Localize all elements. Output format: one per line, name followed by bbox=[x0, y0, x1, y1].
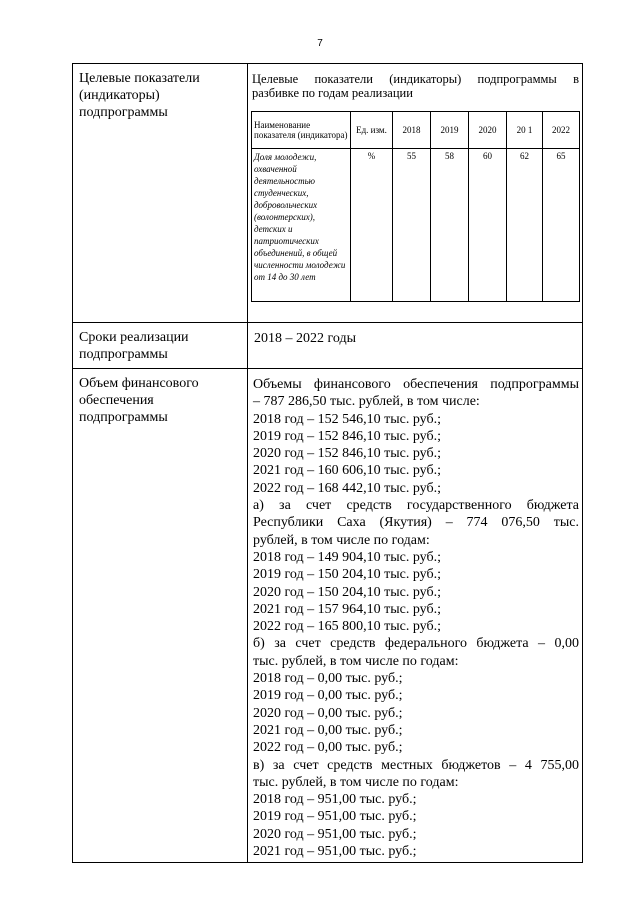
funding-line: Объемы финансового обеспечения подпрограммы bbox=[253, 377, 579, 392]
period-label: Сроки реализации подпрограммы bbox=[73, 323, 248, 369]
indicator-unit-cell: % bbox=[351, 149, 393, 302]
funding-line: – 787 286,50 тыс. рублей, в том числе: bbox=[253, 394, 480, 410]
indicator-value-2022: 65 bbox=[543, 149, 580, 302]
indicators-heading-line-2: разбивке по годам реализации bbox=[252, 86, 413, 100]
period-row bbox=[73, 323, 583, 369]
header-cell-name: Наименование показателя (индикатора) bbox=[252, 112, 351, 149]
indicator-value-2021: 62 bbox=[507, 149, 543, 302]
header-cell-2022: 2022 bbox=[543, 112, 580, 149]
funding-line: 2022 год – 168 442,10 тыс. руб.; bbox=[253, 480, 441, 496]
header-cell-2018: 2018 bbox=[393, 112, 431, 149]
indicators-heading bbox=[248, 64, 582, 100]
funding-line: 2019 год – 951,00 тыс. руб.; bbox=[253, 809, 417, 825]
funding-line: 2020 год – 951,00 тыс. руб.; bbox=[253, 826, 417, 842]
indicators-row bbox=[73, 64, 583, 323]
funding-line: 2021 год – 157 964,10 тыс. руб.; bbox=[253, 601, 441, 617]
header-cell-2020: 2020 bbox=[469, 112, 507, 149]
funding-line: 2018 год – 0,00 тыс. руб.; bbox=[253, 671, 403, 687]
funding-line: 2019 год – 152 846,10 тыс. руб.; bbox=[253, 428, 441, 444]
indicator-value-2019: 58 bbox=[431, 149, 469, 302]
funding-line: 2019 год – 0,00 тыс. руб.; bbox=[253, 688, 403, 704]
funding-line: тыс. рублей, в том числе по годам: bbox=[253, 774, 459, 790]
indicators-table-header bbox=[252, 112, 580, 149]
funding-line: 2020 год – 150 204,10 тыс. руб.; bbox=[253, 584, 441, 600]
indicator-value-2020: 60 bbox=[469, 149, 507, 302]
indicators-table bbox=[251, 111, 580, 302]
funding-line: 2018 год – 951,00 тыс. руб.; bbox=[253, 792, 417, 808]
funding-line: 2021 год – 951,00 тыс. руб.; bbox=[253, 844, 417, 860]
funding-line: тыс. рублей, в том числе по годам: bbox=[253, 653, 459, 669]
funding-label: Объем финансового обеспечения подпрограммы bbox=[73, 369, 248, 863]
header-cell-2021: 20 1 bbox=[507, 112, 543, 149]
indicator-name-cell: Доля молодежи, охваченной деятельностью студенческих, добровольческих (волонтерских), детских и патриотических объединений, в общей численности молодежи от 14 до 30 лет bbox=[252, 149, 351, 302]
funding-row bbox=[73, 369, 583, 863]
funding-line: б) за счет средств федерального бюджета – 0,00 bbox=[253, 636, 579, 652]
page-number: 7 bbox=[317, 38, 323, 49]
funding-line: 2020 год – 152 846,10 тыс. руб.; bbox=[253, 446, 441, 462]
header-cell-2019: 2019 bbox=[431, 112, 469, 149]
funding-line: рублей, в том числе по годам: bbox=[253, 532, 430, 548]
indicators-table-row bbox=[252, 149, 580, 302]
indicators-heading-line-1: Целевые показатели (индикаторы) подпрограммы в bbox=[252, 72, 579, 86]
indicators-label: Целевые показатели (индикаторы) подпрограммы bbox=[73, 64, 248, 323]
indicator-value-2018: 55 bbox=[393, 149, 431, 302]
funding-line: Республики Саха (Якутия) – 774 076,50 тыс. bbox=[253, 515, 579, 531]
funding-line: 2020 год – 0,00 тыс. руб.; bbox=[253, 705, 403, 721]
funding-line: в) за счет средств местных бюджетов – 4 755,00 bbox=[253, 757, 579, 773]
indicators-content bbox=[248, 64, 583, 323]
funding-line: 2021 год – 160 606,10 тыс. руб.; bbox=[253, 463, 441, 479]
funding-line: а) за счет средств государственного бюджета bbox=[253, 498, 579, 514]
header-cell-unit: Ед. изм. bbox=[351, 112, 393, 149]
funding-content bbox=[248, 369, 583, 863]
period-value: 2018 – 2022 годы bbox=[254, 331, 357, 346]
funding-line: 2021 год – 0,00 тыс. руб.; bbox=[253, 722, 403, 738]
period-content bbox=[248, 323, 583, 369]
funding-line: 2022 год – 0,00 тыс. руб.; bbox=[253, 740, 403, 756]
funding-text bbox=[248, 369, 582, 862]
funding-line: 2019 год – 150 204,10 тыс. руб.; bbox=[253, 567, 441, 583]
funding-line: 2018 год – 152 546,10 тыс. руб.; bbox=[253, 411, 441, 427]
subprogram-passport-table bbox=[72, 63, 583, 863]
funding-line: 2018 год – 149 904,10 тыс. руб.; bbox=[253, 549, 441, 565]
funding-line: 2022 год – 165 800,10 тыс. руб.; bbox=[253, 619, 441, 635]
